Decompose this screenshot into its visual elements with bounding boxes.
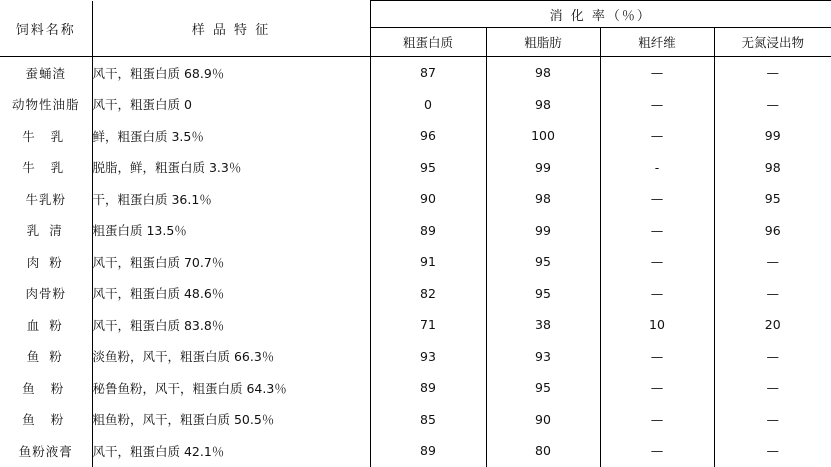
cell-crude-protein: 87 (370, 57, 486, 89)
cell-feed-name: 牛 乳 (0, 120, 92, 152)
cell-nfe: — (766, 380, 779, 396)
table-row (0, 152, 831, 184)
cell-feed-name: 鱼粉液膏 (0, 435, 92, 467)
cell-feed-name: 蚕蛹渣 (0, 57, 92, 89)
table-row (0, 57, 831, 89)
cell-crude-fat: 100 (486, 120, 600, 152)
cell-characteristics: 粗蛋白质 13.5％ (92, 215, 370, 247)
cell-crude-fiber: 10 (600, 309, 714, 341)
cell-crude-protein: 96 (370, 120, 486, 152)
cell-feed-name: 肉 粉 (0, 246, 92, 278)
table-row (0, 120, 831, 152)
header-sample-characteristics: 样 品 特 征 (92, 1, 370, 57)
cell-crude-protein: 89 (370, 372, 486, 404)
cell-nfe: 20 (764, 317, 781, 333)
cell-feed-name: 血 粉 (0, 309, 92, 341)
cell-nfe: 96 (764, 222, 781, 238)
cell-crude-fat: 93 (486, 341, 600, 373)
table-row (0, 89, 831, 121)
cell-nfe: — (766, 65, 779, 81)
cell-crude-fat: 90 (486, 404, 600, 436)
cell-crude-fat: 98 (486, 183, 600, 215)
header-sub-3: 无氮浸出物 (714, 28, 831, 57)
header-sub-0: 粗蛋白质 (370, 28, 486, 57)
table-row (0, 404, 831, 436)
cell-characteristics: 秘鲁鱼粉，风干，粗蛋白质 64.3％ (92, 372, 370, 404)
table-row (0, 246, 831, 278)
cell-crude-fat: 98 (486, 57, 600, 89)
cell-characteristics: 鲜，粗蛋白质 3.5％ (92, 120, 370, 152)
table-row (0, 341, 831, 373)
cell-feed-name: 鱼 粉 (0, 404, 92, 436)
cell-feed-name: 牛 乳 (0, 152, 92, 184)
table-header-row-top (0, 1, 831, 28)
cell-crude-fiber: — (600, 215, 714, 247)
header-sub-2: 粗纤维 (600, 28, 714, 57)
cell-nfe: — (766, 348, 779, 364)
cell-crude-protein: 0 (370, 89, 486, 121)
cell-feed-name: 鱼 粉 (0, 341, 92, 373)
cell-nfe: — (766, 443, 779, 459)
cell-crude-fat: 80 (486, 435, 600, 467)
cell-crude-fat: 99 (486, 215, 600, 247)
cell-crude-fat: 99 (486, 152, 600, 184)
table-row (0, 435, 831, 467)
cell-crude-protein: 85 (370, 404, 486, 436)
table-row (0, 372, 831, 404)
cell-crude-fiber: — (600, 404, 714, 436)
cell-feed-name: 牛乳粉 (0, 183, 92, 215)
cell-crude-fat: 38 (486, 309, 600, 341)
cell-nfe: — (766, 96, 779, 112)
cell-crude-fiber: — (600, 435, 714, 467)
cell-nfe: 98 (764, 159, 781, 175)
cell-crude-fiber: - (600, 152, 714, 184)
table-row (0, 183, 831, 215)
cell-crude-fiber: — (600, 183, 714, 215)
cell-crude-protein: 71 (370, 309, 486, 341)
table-row (0, 309, 831, 341)
cell-characteristics: 脱脂，鲜，粗蛋白质 3.3％ (92, 152, 370, 184)
cell-crude-fat: 95 (486, 372, 600, 404)
header-sub-1: 粗脂肪 (486, 28, 600, 57)
cell-crude-fiber: — (600, 372, 714, 404)
header-digestibility-group: 消 化 率（％） (370, 1, 831, 28)
cell-crude-protein: 95 (370, 152, 486, 184)
cell-feed-name: 鱼 粉 (0, 372, 92, 404)
cell-characteristics: 干，粗蛋白质 36.1％ (92, 183, 370, 215)
cell-crude-fiber: — (600, 57, 714, 89)
table-row (0, 278, 831, 310)
header-feed-name: 饲料名称 (0, 1, 92, 57)
cell-characteristics: 粗鱼粉，风干，粗蛋白质 50.5％ (92, 404, 370, 436)
cell-crude-protein: 89 (370, 215, 486, 247)
cell-characteristics: 风干，粗蛋白质 68.9％ (92, 57, 370, 89)
cell-nfe: — (766, 411, 779, 427)
cell-crude-fat: 98 (486, 89, 600, 121)
cell-characteristics: 风干，粗蛋白质 48.6％ (92, 278, 370, 310)
cell-crude-protein: 90 (370, 183, 486, 215)
cell-characteristics: 风干，粗蛋白质 0 (92, 89, 370, 121)
cell-crude-fiber: — (600, 120, 714, 152)
cell-crude-protein: 82 (370, 278, 486, 310)
cell-characteristics: 淡鱼粉，风干，粗蛋白质 66.3％ (92, 341, 370, 373)
cell-crude-fiber: — (600, 278, 714, 310)
cell-crude-protein: 93 (370, 341, 486, 373)
cell-crude-fiber: — (600, 341, 714, 373)
cell-nfe: 99 (764, 128, 781, 144)
cell-crude-protein: 89 (370, 435, 486, 467)
cell-characteristics: 风干，粗蛋白质 70.7％ (92, 246, 370, 278)
cell-feed-name: 动物性油脂 (0, 89, 92, 121)
cell-characteristics: 风干，粗蛋白质 42.1％ (92, 435, 370, 467)
cell-nfe: 95 (764, 191, 781, 207)
table-row (0, 215, 831, 247)
cell-nfe: — (766, 285, 779, 301)
cell-crude-fiber: — (600, 246, 714, 278)
cell-crude-protein: 91 (370, 246, 486, 278)
cell-characteristics: 风干，粗蛋白质 83.8％ (92, 309, 370, 341)
cell-crude-fat: 95 (486, 246, 600, 278)
cell-feed-name: 肉骨粉 (0, 278, 92, 310)
cell-nfe: — (766, 254, 779, 270)
cell-feed-name: 乳 清 (0, 215, 92, 247)
cell-crude-fat: 95 (486, 278, 600, 310)
cell-crude-fiber: — (600, 89, 714, 121)
